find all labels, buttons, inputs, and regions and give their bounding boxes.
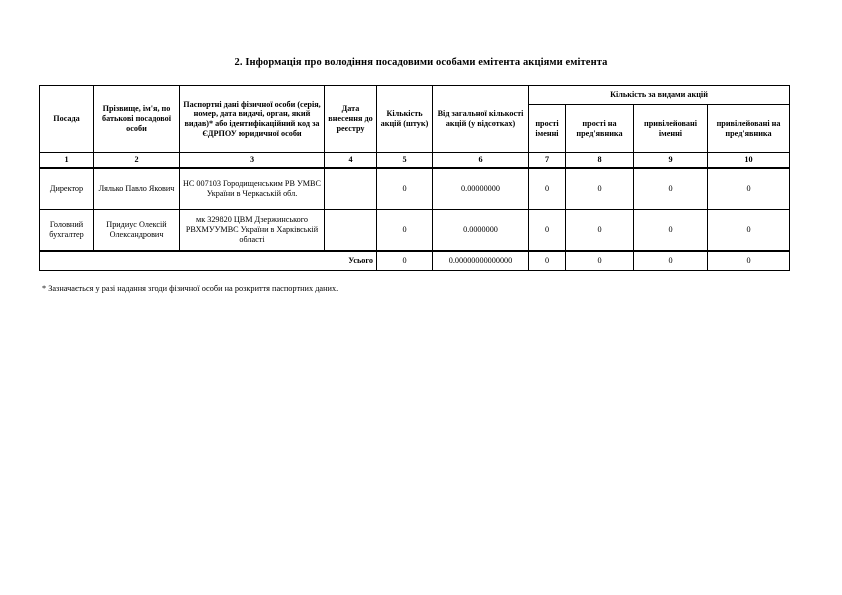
cell-percent: 0.00000000: [433, 168, 529, 210]
cell-position: Головний бухгалтер: [40, 210, 94, 252]
total-qty: 0: [377, 251, 433, 271]
cell-name: Лялько Павло Якович: [94, 168, 180, 210]
total-common-registered: 0: [529, 251, 566, 271]
header-pref-registered: привілейовані іменні: [634, 105, 708, 153]
ownership-table: [39, 85, 790, 271]
total-label: Усього: [40, 251, 377, 271]
header-row-top: [40, 86, 790, 105]
cell-name: Придиус Олексій Олександрович: [94, 210, 180, 252]
col-number: 5: [377, 153, 433, 169]
col-number: 9: [634, 153, 708, 169]
header-common-registered: прості іменні: [529, 105, 566, 153]
total-common-bearer: 0: [566, 251, 634, 271]
column-numbers-row: [40, 153, 790, 169]
header-percent: Від загальної кількості акцій (у відсотках): [433, 86, 529, 153]
document-title: 2. Інформація про володіння посадовими особами емітента акціями емітента: [234, 57, 608, 68]
col-number: 4: [325, 153, 377, 169]
table-row: [40, 210, 790, 252]
cell-qty: 0: [377, 210, 433, 252]
col-number: 6: [433, 153, 529, 169]
header-passport: Паспортні дані фізичної особи (серія, номер, дата видачі, орган, який видав)* або ідентифікаційний код за ЄДРПОУ юридичної особи: [180, 86, 325, 153]
cell-qty: 0: [377, 168, 433, 210]
cell-passport: НС 007103 Городищенським РВ УМВС України в Черкаській обл.: [180, 168, 325, 210]
col-number: 10: [708, 153, 790, 169]
cell-date: [325, 168, 377, 210]
cell-pref-registered: 0: [634, 210, 708, 252]
header-position: Посада: [40, 86, 94, 153]
table-row: [40, 168, 790, 210]
header-by-type: Кількість за видами акцій: [529, 86, 790, 105]
cell-date: [325, 210, 377, 252]
cell-common-bearer: 0: [566, 210, 634, 252]
cell-passport: мк 329820 ЦВМ Дзержинського РВХМУУМВС України в Харківській області: [180, 210, 325, 252]
total-pref-bearer: 0: [708, 251, 790, 271]
cell-common-bearer: 0: [566, 168, 634, 210]
total-pref-registered: 0: [634, 251, 708, 271]
col-number: 7: [529, 153, 566, 169]
cell-percent: 0.0000000: [433, 210, 529, 252]
cell-pref-bearer: 0: [708, 210, 790, 252]
total-row: [40, 251, 790, 271]
col-number: 8: [566, 153, 634, 169]
header-common-bearer: прості на пред'явника: [566, 105, 634, 153]
col-number: 2: [94, 153, 180, 169]
cell-pref-bearer: 0: [708, 168, 790, 210]
total-percent: 0.00000000000000: [433, 251, 529, 271]
header-date: Дата внесення до реєстру: [325, 86, 377, 153]
cell-common-registered: 0: [529, 168, 566, 210]
cell-pref-registered: 0: [634, 168, 708, 210]
cell-common-registered: 0: [529, 210, 566, 252]
header-pref-bearer: привілейовані на пред'явника: [708, 105, 790, 153]
cell-position: Директор: [40, 168, 94, 210]
footnote: * Зазначається у разі надання згоди фізичної особи на розкриття паспортних даних.: [42, 284, 339, 293]
col-number: 3: [180, 153, 325, 169]
header-name: Прізвище, ім'я, по батькові посадової особи: [94, 86, 180, 153]
col-number: 1: [40, 153, 94, 169]
header-qty: Кількість акцій (штук): [377, 86, 433, 153]
